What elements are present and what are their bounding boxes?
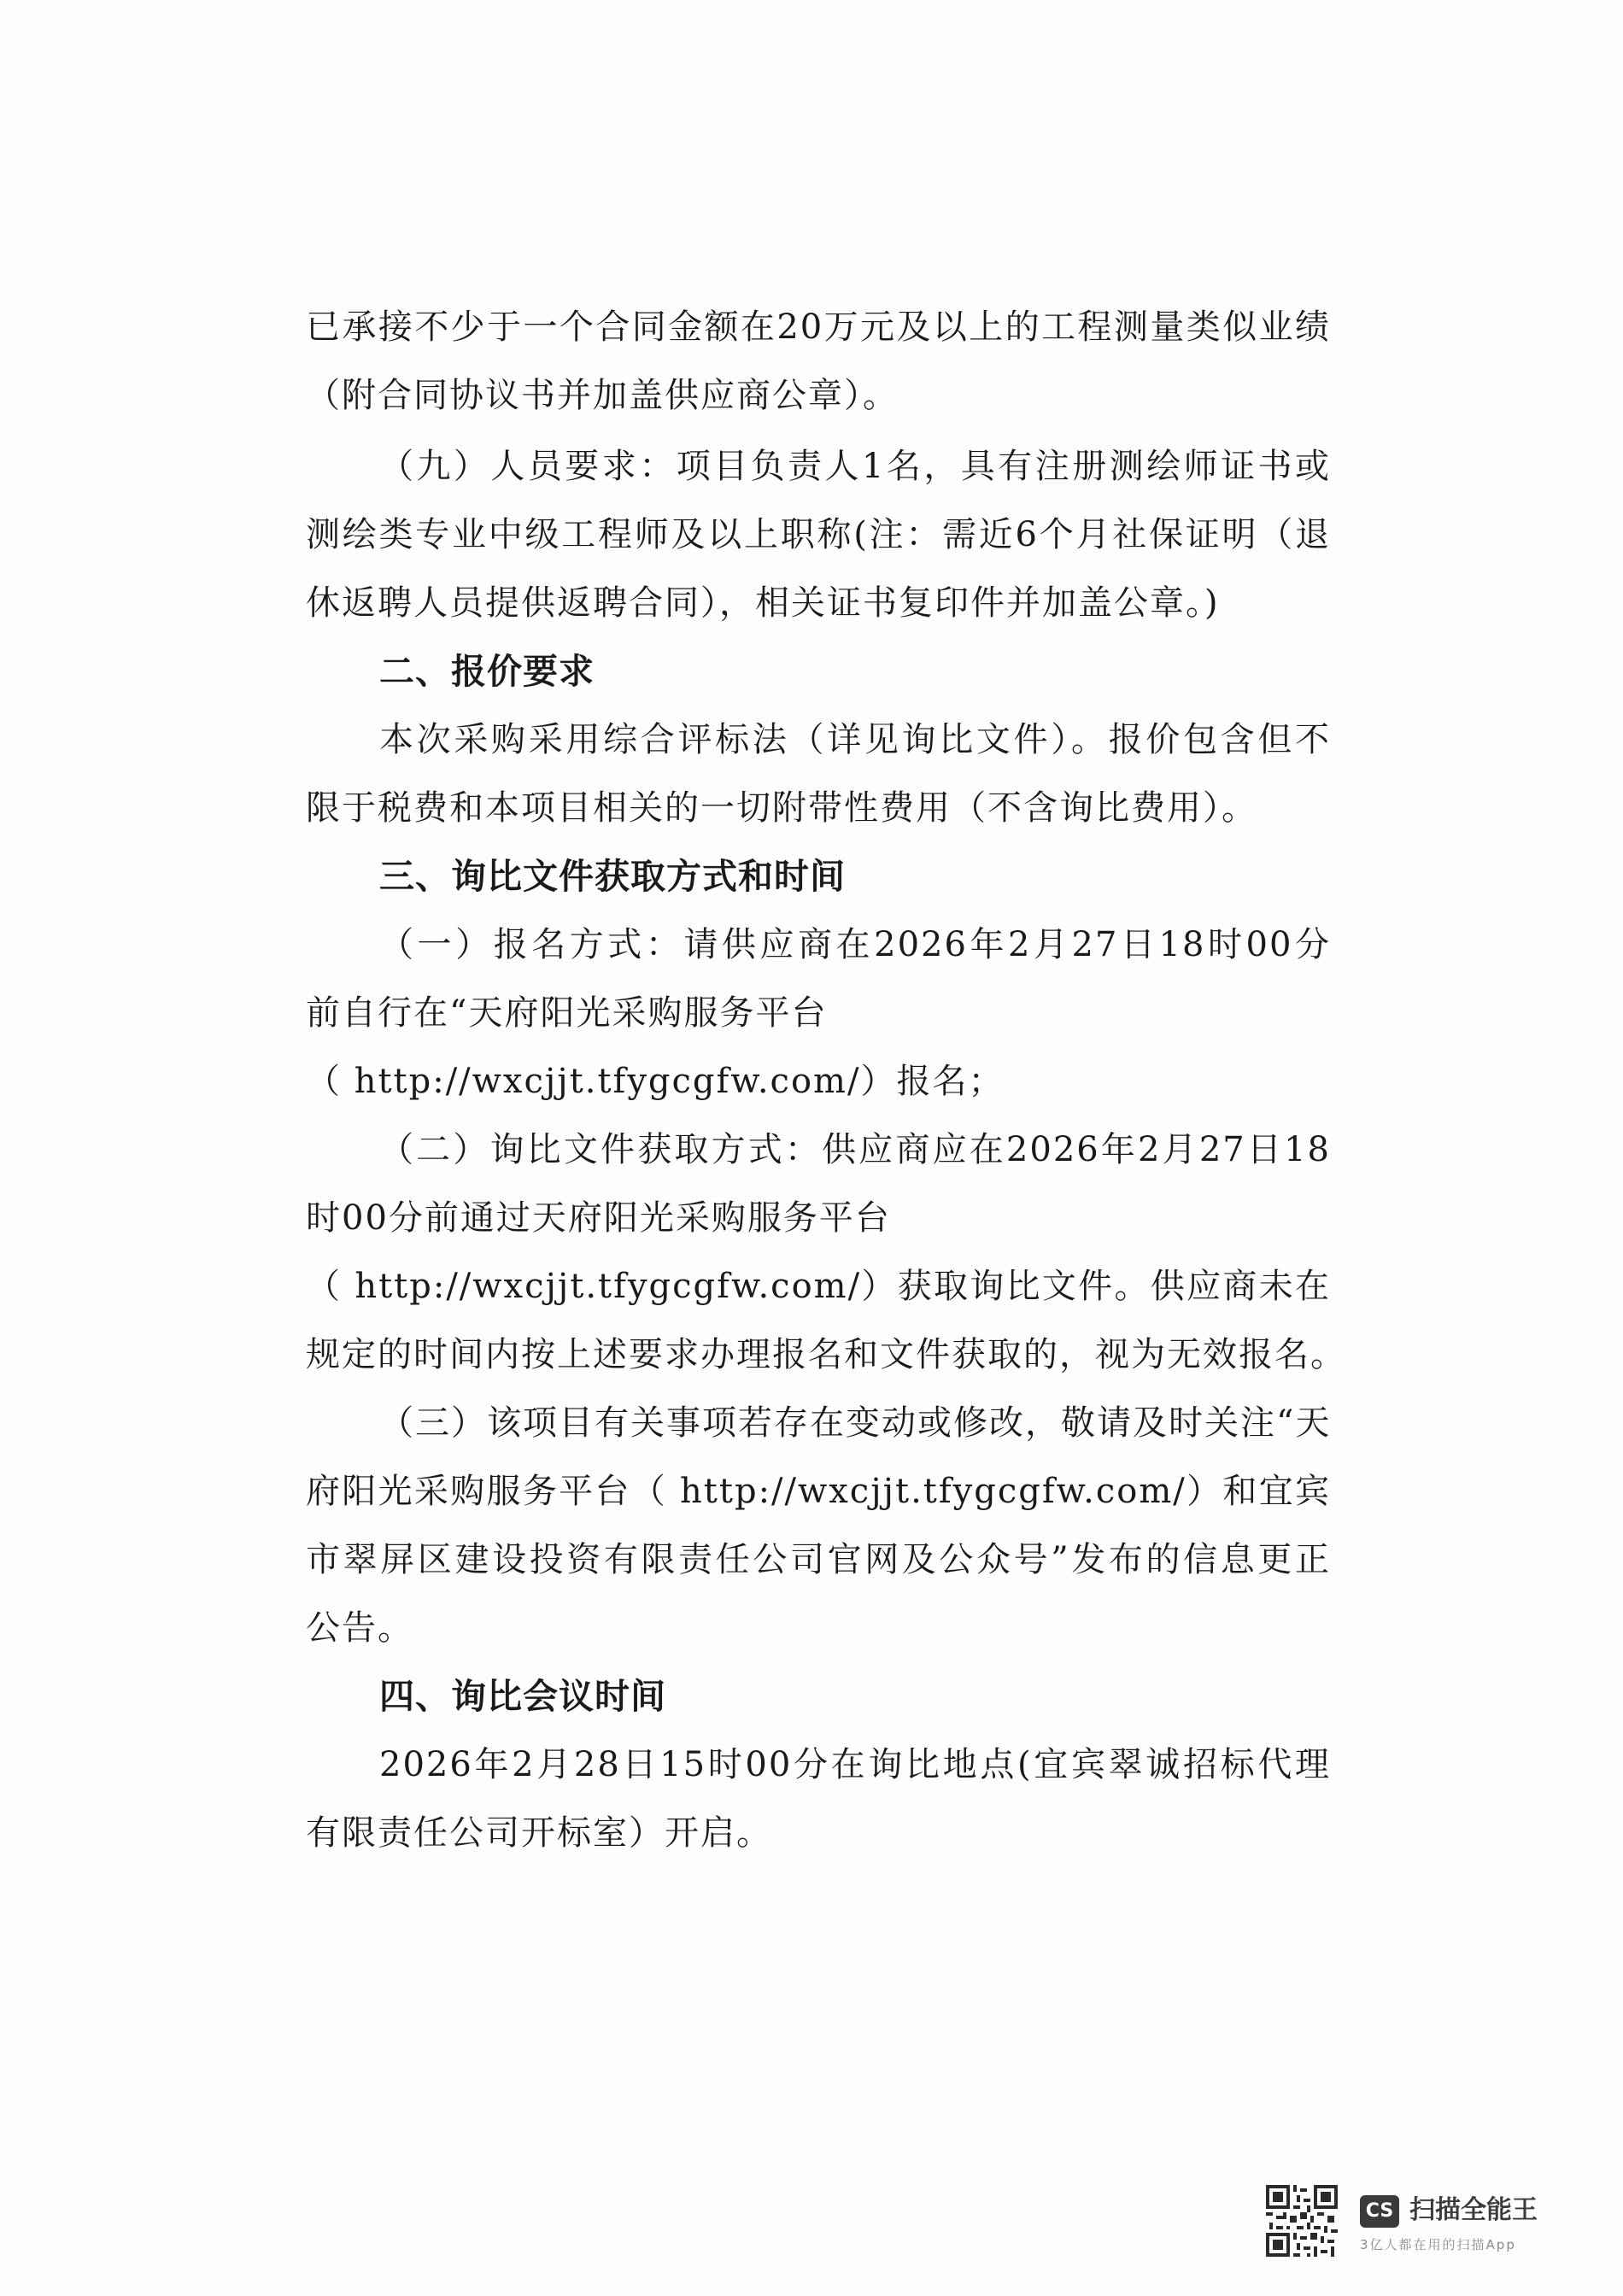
text-line: 府阳光采购服务平台（ http://wxcjjt.tfygcgfw.com/）和宜宾 bbox=[306, 1472, 1331, 1511]
text-line: 休返聘人员提供返聘合同），相关证书复印件并加盖公章。) bbox=[306, 583, 1220, 623]
text-line: 限于税费和本项目相关的一切附带性费用（不含询比费用）。 bbox=[306, 788, 1257, 828]
text-line: （一）报名方式：请供应商在2026年2月27日18时00分 bbox=[379, 925, 1331, 964]
text-line: （ http://wxcjjt.tfygcgfw.com/）报名； bbox=[306, 1062, 1005, 1101]
text-line: （三）该项目有关事项若存在变动或修改，敬请及时关注“天 bbox=[379, 1403, 1332, 1443]
text-line: 2026年2月28日15时00分在询比地点(宜宾翠诚招标代理 bbox=[379, 1745, 1331, 1784]
text-line: （附合同协议书并加盖供应商公章）。 bbox=[306, 376, 899, 415]
section-heading: 四、询比会议时间 bbox=[379, 1676, 666, 1717]
text-line: 时00分前通过天府阳光采购服务平台 bbox=[306, 1198, 891, 1238]
text-line: 市翠屏区建设投资有限责任公司官网及公众号”发布的信息更正 bbox=[306, 1540, 1331, 1579]
app-name: 扫描全能王 bbox=[1409, 2195, 1538, 2225]
section-heading: 三、询比文件获取方式和时间 bbox=[379, 856, 846, 897]
section-heading: 二、报价要求 bbox=[379, 651, 595, 692]
text-line: 测绘类专业中级工程师及以上职称(注：需近6个月社保证明（退 bbox=[306, 515, 1331, 554]
qr-code-icon bbox=[1266, 2185, 1338, 2257]
text-line: （九）人员要求：项目负责人1名，具有注册测绘师证书或 bbox=[379, 447, 1331, 486]
text-line: 已承接不少于一个合同金额在20万元及以上的工程测量类似业绩 bbox=[306, 308, 1331, 347]
text-line: 前自行在“天府阳光采购服务平台 bbox=[306, 993, 828, 1033]
app-tagline: 3亿人都在用的扫描App bbox=[1360, 2237, 1516, 2252]
text-line: 规定的时间内按上述要求办理报名和文件获取的，视为无效报名。 bbox=[306, 1335, 1346, 1374]
text-line: 公告。 bbox=[306, 1608, 413, 1648]
scanner-watermark bbox=[1266, 2185, 1539, 2270]
text-line: （ http://wxcjjt.tfygcgfw.com/）获取询比文件。供应商未在 bbox=[306, 1267, 1331, 1306]
text-line: 有限责任公司开标室）开启。 bbox=[306, 1813, 772, 1853]
text-line: 本次采购采用综合评标法（详见询比文件）。报价包含但不 bbox=[379, 720, 1331, 759]
text-line: （二）询比文件获取方式：供应商应在2026年2月27日18 bbox=[379, 1130, 1331, 1169]
camscanner-logo: CS bbox=[1360, 2195, 1399, 2228]
